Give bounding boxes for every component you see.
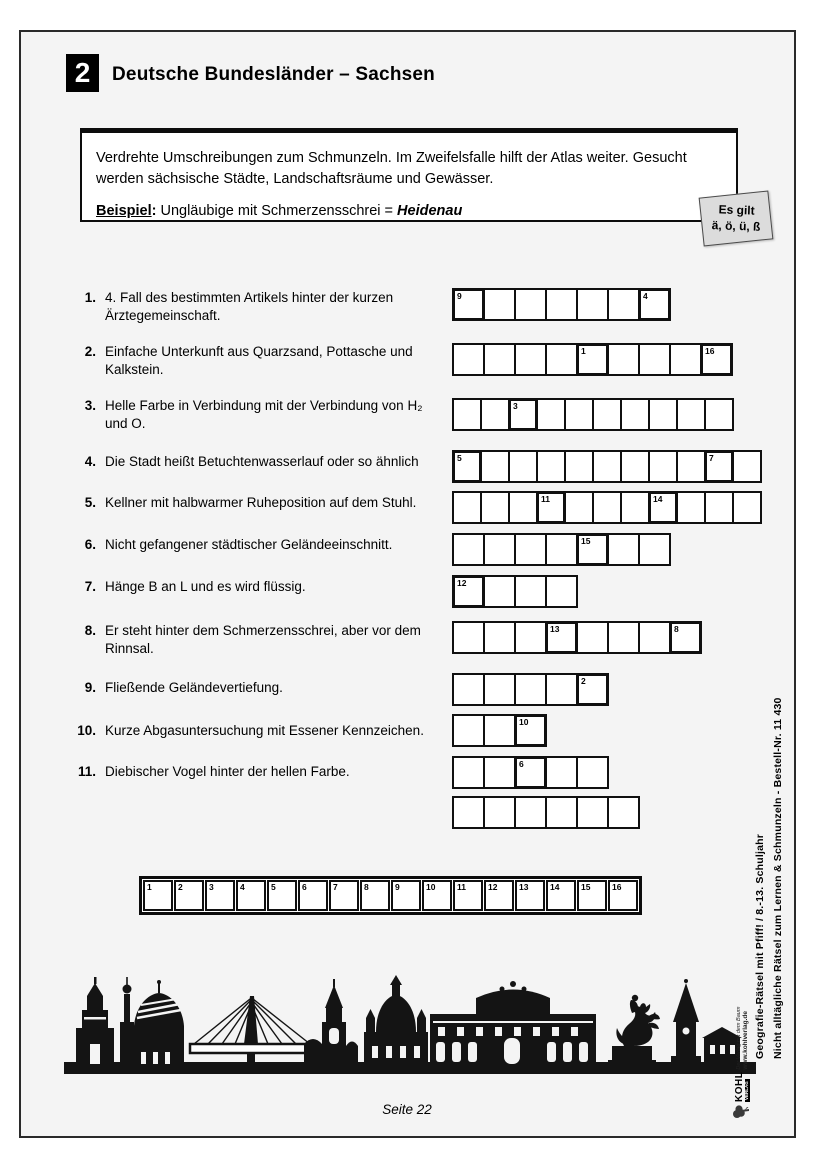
clue-text: Helle Farbe in Verbindung mit der Verbindung von H₂ und O. (105, 398, 423, 432)
side-text-series: Geografie-Rätsel mit Pfiff! / 8.-13. Schuljahr (754, 833, 766, 1059)
answer-cell (452, 450, 482, 483)
solution-cell-number: 10 (426, 882, 436, 892)
answer-cell (480, 450, 510, 483)
cell-reference-number: 7 (709, 453, 714, 463)
instruction-box (80, 128, 738, 222)
answer-cell (514, 575, 547, 608)
answer-cell (483, 756, 516, 789)
answer-row-2 (452, 343, 733, 376)
cell-reference-number: 9 (457, 291, 462, 301)
answer-cell (536, 398, 566, 431)
answer-cell (620, 491, 650, 524)
answer-cell (480, 491, 510, 524)
answer-cell (676, 450, 706, 483)
answer-cell (607, 533, 640, 566)
solution-cell (143, 880, 173, 911)
solution-cell-number: 5 (271, 882, 276, 892)
clue-item-7 (70, 578, 447, 596)
answer-cell (452, 398, 482, 431)
umlaut-note-text (711, 202, 761, 235)
answer-cell (452, 575, 485, 608)
side-margin-text (752, 681, 788, 1059)
clue-text: Diebischer Vogel hinter der hellen Farbe. (105, 764, 350, 779)
clue-item-11 (70, 763, 447, 781)
cell-reference-number: 1 (581, 346, 586, 356)
publisher-url: www.kohlverlag.de (742, 1011, 750, 1070)
answer-cell (452, 533, 485, 566)
solution-cell (174, 880, 204, 911)
page-title: Deutsche Bundesländer – Sachsen (112, 64, 435, 85)
answer-row-12 (452, 796, 640, 829)
clue-item-1 (70, 289, 447, 325)
clue-number: 11. (77, 764, 96, 779)
answer-cell (620, 398, 650, 431)
solution-cell (236, 880, 266, 911)
answer-cell (514, 288, 547, 321)
answer-cell (514, 621, 547, 654)
answer-cell (669, 621, 702, 654)
cell-reference-number: 15 (581, 536, 591, 546)
answer-cell (576, 796, 609, 829)
answer-cell (648, 491, 678, 524)
clue-text: Er steht hinter dem Schmerzensschrei, aber vor dem Rinnsal. (105, 623, 421, 657)
answer-cell (545, 621, 578, 654)
answer-cell (648, 398, 678, 431)
solution-cell (484, 880, 514, 911)
answer-cell (648, 450, 678, 483)
answer-cell (483, 714, 516, 747)
clue-number: 2. (84, 344, 96, 359)
cell-reference-number: 5 (457, 453, 462, 463)
answer-cell (704, 450, 734, 483)
cell-reference-number: 2 (581, 676, 586, 686)
clue-text: Kellner mit halbwarmer Ruheposition auf dem Stuhl. (105, 495, 417, 510)
note-line2: ä, ö, ü, ß (711, 217, 761, 234)
solution-cell (608, 880, 638, 911)
cell-reference-number: 10 (519, 717, 529, 727)
solution-cell-number: 12 (488, 882, 498, 892)
answer-cell (564, 398, 594, 431)
answer-cell (638, 621, 671, 654)
answer-cell (592, 398, 622, 431)
answer-row-8 (452, 621, 702, 654)
answer-row-7 (452, 575, 578, 608)
clue-number: 1. (84, 290, 96, 305)
example-answer: Heidenau (397, 203, 463, 220)
answer-cell (576, 533, 609, 566)
clue-item-9 (70, 679, 447, 697)
solution-cell (298, 880, 328, 911)
answer-cell (536, 491, 566, 524)
answer-cell (514, 714, 547, 747)
clue-item-5 (70, 494, 447, 512)
clue-text: Fließende Geländevertiefung. (105, 680, 283, 695)
answer-cell (483, 673, 516, 706)
solution-cell-number: 13 (519, 882, 529, 892)
answer-cell (704, 491, 734, 524)
solution-cell-number: 14 (550, 882, 560, 892)
solution-cell (453, 880, 483, 911)
solution-cell-number: 7 (333, 882, 338, 892)
answer-cell (545, 673, 578, 706)
clue-text: Einfache Unterkunft aus Quarzsand, Pottasche und Kalkstein. (105, 344, 413, 378)
answer-row-11 (452, 756, 609, 789)
note-line1: Es gilt (718, 202, 755, 218)
answer-cell (607, 796, 640, 829)
answer-cell (676, 398, 706, 431)
answer-cell (514, 533, 547, 566)
answer-cell (564, 491, 594, 524)
answer-cell (638, 288, 671, 321)
answer-row-9 (452, 673, 609, 706)
answer-cell (483, 533, 516, 566)
clue-number: 4. (84, 454, 96, 469)
example-line (96, 201, 718, 222)
solution-cell-number: 16 (612, 882, 622, 892)
solution-cell-number: 8 (364, 882, 369, 892)
answer-cell (483, 575, 516, 608)
answer-cell (576, 288, 609, 321)
solution-cell (360, 880, 390, 911)
answer-row-1 (452, 288, 671, 321)
answer-row-3 (452, 398, 734, 431)
cell-reference-number: 12 (457, 578, 467, 588)
cell-reference-number: 11 (541, 494, 550, 504)
answer-cell (576, 621, 609, 654)
clue-number: 6. (84, 537, 96, 552)
solution-cell-number: 1 (147, 882, 152, 892)
answer-row-4 (452, 450, 762, 483)
clue-item-3 (70, 397, 447, 433)
answer-row-6 (452, 533, 671, 566)
answer-cell (483, 288, 516, 321)
answer-cell (732, 491, 762, 524)
answer-cell (638, 343, 671, 376)
answer-cell (508, 491, 538, 524)
answer-cell (607, 621, 640, 654)
solution-cell (422, 880, 452, 911)
answer-cell (669, 343, 702, 376)
answer-cell (638, 533, 671, 566)
answer-cell (514, 756, 547, 789)
page-number: Seite 22 (382, 1102, 432, 1117)
answer-row-10 (452, 714, 547, 747)
answer-cell (545, 575, 578, 608)
solution-cell-number: 15 (581, 882, 591, 892)
clue-item-10 (70, 722, 447, 740)
clue-number: 9. (84, 680, 96, 695)
clue-number: 7. (84, 579, 96, 594)
answer-cell (545, 533, 578, 566)
answer-cell (452, 288, 485, 321)
solution-cell (515, 880, 545, 911)
example-colon: : (151, 203, 157, 220)
answer-cell (452, 343, 485, 376)
answer-cell (607, 343, 640, 376)
answer-cell (592, 491, 622, 524)
clue-item-6 (70, 536, 447, 554)
answer-cell (607, 288, 640, 321)
answer-cell (452, 756, 485, 789)
cell-reference-number: 16 (705, 346, 715, 356)
answer-cell (536, 450, 566, 483)
clue-number: 10. (77, 723, 96, 738)
clue-text: Kurze Abgasuntersuchung mit Essener Kennzeichen. (105, 723, 424, 738)
answer-cell (676, 491, 706, 524)
publisher-unit: VERLAG (744, 1081, 750, 1100)
answer-cell (620, 450, 650, 483)
answer-cell (483, 796, 516, 829)
answer-cell (564, 450, 594, 483)
cell-reference-number: 3 (513, 401, 518, 411)
answer-cell (732, 450, 762, 483)
answer-cell (452, 491, 482, 524)
answer-cell (480, 398, 510, 431)
chapter-number-badge: 2 (66, 54, 99, 92)
clue-text: Nicht gefangener städtischer Geländeeinschnitt. (105, 537, 393, 552)
answer-cell (700, 343, 733, 376)
solution-strip (139, 876, 642, 915)
clue-item-2 (70, 343, 447, 379)
answer-cell (452, 796, 485, 829)
answer-cell (452, 673, 485, 706)
solution-cell (267, 880, 297, 911)
answer-cell (508, 450, 538, 483)
cell-reference-number: 6 (519, 759, 524, 769)
cell-reference-number: 4 (643, 291, 648, 301)
example-text: Ungläubige mit Schmerzensschrei = (156, 203, 398, 220)
example-label: Beispiel (96, 203, 152, 220)
solution-cell-number: 11 (457, 882, 466, 892)
answer-cell (704, 398, 734, 431)
clue-item-4 (70, 453, 447, 471)
solution-cell-number: 4 (240, 882, 245, 892)
clue-item-8 (70, 622, 447, 658)
answer-cell (545, 756, 578, 789)
answer-cell (545, 796, 578, 829)
answer-cell (545, 343, 578, 376)
answer-cell (576, 756, 609, 789)
solution-cell-number: 2 (178, 882, 183, 892)
publisher-tagline: Der Verlag mit dem Baum (736, 1006, 743, 1070)
cell-reference-number: 13 (550, 624, 560, 634)
clue-text: Hänge B an L und es wird flüssig. (105, 579, 306, 594)
cell-reference-number: 8 (674, 624, 679, 634)
dresden-skyline-image (64, 972, 756, 1074)
solution-cell-number: 9 (395, 882, 400, 892)
solution-cell (546, 880, 576, 911)
answer-cell (514, 673, 547, 706)
clue-number: 8. (84, 623, 96, 638)
answer-cell (514, 343, 547, 376)
answer-cell (483, 621, 516, 654)
answer-row-5 (452, 491, 762, 524)
solution-cell (577, 880, 607, 911)
solution-cell (205, 880, 235, 911)
answer-cell (452, 621, 485, 654)
answer-cell (592, 450, 622, 483)
cell-reference-number: 14 (653, 494, 663, 504)
answer-cell (576, 673, 609, 706)
solution-cell-number: 3 (209, 882, 214, 892)
clue-text: 4. Fall des bestimmten Artikels hinter der kurzen Ärztegemeinschaft. (105, 290, 394, 324)
instruction-text: Verdrehte Umschreibungen zum Schmunzeln. Im Zweifelsfalle hilft der Atlas weiter. Gesucht werden sächsische Städte, Landschaftsräume und Gewässer. (96, 150, 687, 188)
solution-cell (391, 880, 421, 911)
answer-cell (508, 398, 538, 431)
answer-cell (452, 714, 485, 747)
answer-cell (545, 288, 578, 321)
clue-number: 5. (84, 495, 96, 510)
side-text-order-number: Nicht alltägliche Rätsel zum Lernen & Schmunzeln - Bestell-Nr. 11 430 (771, 697, 784, 1059)
solution-cell-number: 6 (302, 882, 307, 892)
clue-number: 3. (84, 398, 96, 413)
clue-text: Die Stadt heißt Betuchtenwasserlauf oder so ähnlich (105, 454, 419, 469)
answer-cell (483, 343, 516, 376)
answer-cell (514, 796, 547, 829)
answer-cell (576, 343, 609, 376)
publisher-name: KOHL (733, 1071, 745, 1102)
umlaut-note-sticker (699, 190, 774, 246)
solution-cell (329, 880, 359, 911)
